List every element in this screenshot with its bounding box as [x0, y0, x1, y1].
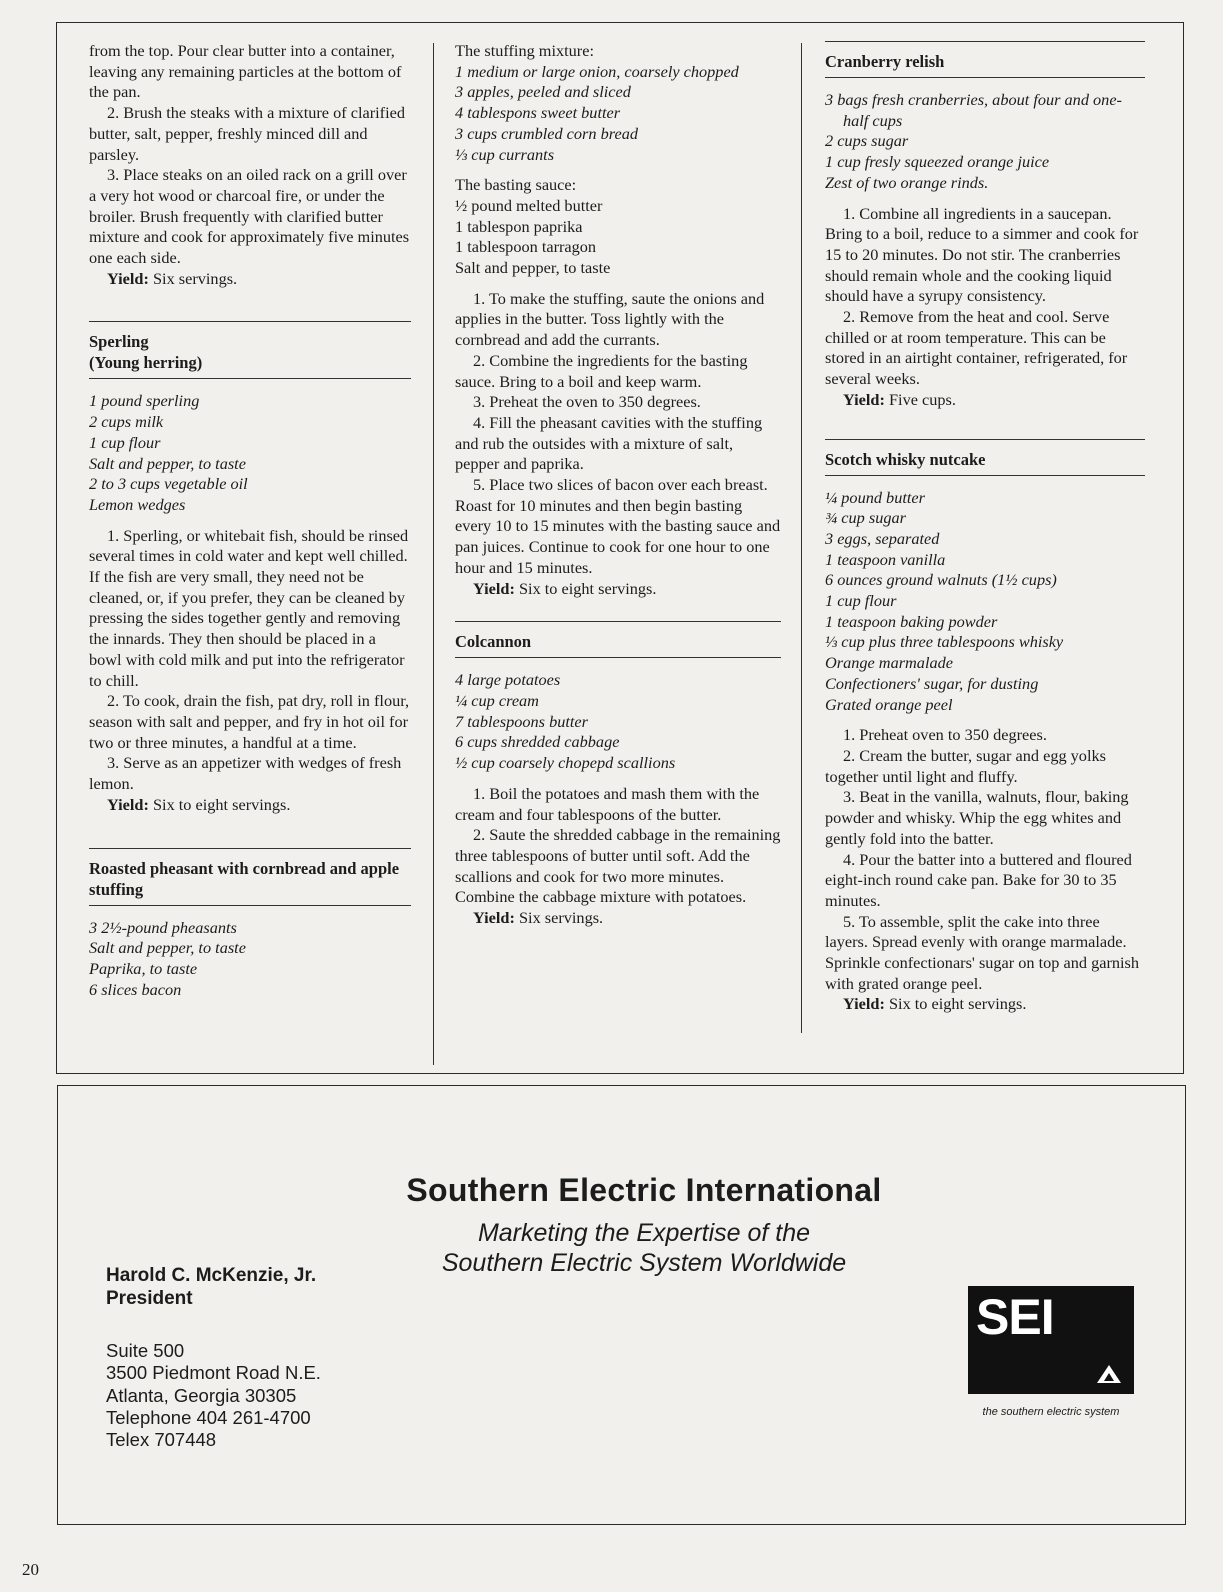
ingredient: Salt and pepper, to taste — [89, 938, 246, 958]
ingredient: Orange marmalade — [825, 653, 953, 673]
continued-text: from the top. Pour clear butter into a container, leaving any remaining particles at the bottom of the pan. — [89, 41, 402, 102]
ingredient: Confectioners' sugar, for dusting — [825, 673, 1039, 693]
step: 5. Place two slices of bacon over each breast. Roast for 10 minutes and then begin basting every 10 to 15 minutes with the basting sauce and pan juices. Continue to cook for one hour to one hour and 15 minutes. — [455, 475, 781, 577]
yield: Yield: Six to eight servings. — [843, 994, 1027, 1014]
recipe-title-sperling: Sperling (Young herring) — [89, 321, 411, 379]
address-line: Telex 707448 — [106, 1429, 217, 1451]
recipe-title-cranberry: Cranberry relish — [825, 41, 1145, 78]
page-number: 20 — [22, 1560, 39, 1579]
ingredient: 3 apples, peeled and sliced — [455, 82, 631, 102]
step: 1. Boil the potatoes and mash them with the cream and four tablespoons of the butter. — [455, 783, 760, 824]
recipe-title-colcannon: Colcannon — [455, 621, 781, 658]
yield: Yield: Six to eight servings. — [107, 794, 291, 814]
step: 2. Saute the shredded cabbage in the remaining three tablespoons of butter until soft. Add the scallions and cook for two more minutes. Combine the cabbage mixture with potatoes. — [455, 825, 781, 907]
ingredient: ⅓ cup plus three tablespoons whisky — [825, 632, 1064, 652]
ingredient: Paprika, to taste — [89, 958, 198, 978]
address-line: Telephone 404 261-4700 — [106, 1406, 311, 1428]
triangle-icon — [1096, 1364, 1122, 1384]
subheading: The stuffing mixture: — [455, 41, 594, 60]
ingredient: Salt and pepper, to taste — [455, 258, 611, 278]
recipe-title-pheasant: Roasted pheasant with cornbread and apple stuffing — [89, 848, 411, 906]
sei-logo — [968, 1286, 1134, 1394]
column-divider — [433, 43, 434, 1065]
ingredient: 4 large potatoes — [455, 670, 561, 690]
ingredient: 3 eggs, separated — [825, 528, 940, 548]
ingredient: 1 cup flour — [89, 432, 161, 452]
recipe-title-nutcake: Scotch whisky nutcake — [825, 439, 1145, 476]
step: 3. Beat in the vanilla, walnuts, flour, baking powder and whisky. Whip the egg whites and gently fold into the batter. — [825, 787, 1129, 848]
subheading: The basting sauce: — [455, 175, 577, 195]
step: 2. Remove from the heat and cool. Serve chilled or at room temperature. This can be stored in an airtight container, refrigerated, for several weeks. — [825, 307, 1128, 389]
yield: Yield: Six servings. — [473, 908, 604, 928]
ingredient: Lemon wedges — [89, 494, 186, 514]
logo-caption: the southern electric system — [982, 1406, 1120, 1418]
ingredient: 1 cup flour — [825, 591, 897, 611]
ingredient: 6 cups shredded cabbage — [455, 732, 620, 752]
company-name: Southern Electric International — [406, 1172, 882, 1208]
step: 2. Combine the ingredients for the basting sauce. Bring to a boil and keep warm. — [455, 350, 748, 391]
step: 5. To assemble, split the cake into three layers. Spread evenly with orange marmalade. Sprinkle confectionars' sugar on top and garnish with grated orange peel. — [825, 911, 1140, 993]
step: 3. Place steaks on an oiled rack on a grill over a very hot wood or charcoal fire, or under the broiler. Brush frequently with clarified butter mixture and cook for approximately five minutes one each side. — [89, 165, 410, 268]
ingredient: 1 tablespon paprika — [455, 216, 583, 236]
column-left — [89, 41, 411, 1000]
yield: Yield: Six servings. — [107, 268, 238, 288]
ingredient: 2 cups sugar — [825, 131, 909, 151]
ingredient: Zest of two orange rinds. — [825, 172, 989, 192]
address-block — [106, 1340, 321, 1451]
contact-person — [106, 1264, 316, 1310]
ingredient: Grated orange peel — [825, 694, 953, 714]
person-name: Harold C. McKenzie, Jr. — [106, 1265, 317, 1286]
step: 3. Preheat the oven to 350 degrees. — [473, 392, 701, 412]
step: 4. Fill the pheasant cavities with the stuffing and rub the outsides with a mixture of salt, pepper and paprika. — [455, 412, 763, 474]
step: 1. Sperling, or whitebait fish, should be rinsed several times in cold water and kept well chilled. If the fish are very small, they need not be cleaned, or, if you prefer, they can be cleaned by pressing the sides together gently and removing the innards. They then should be placed in a bowl with cold milk and put into the refrigerator to chill. — [89, 525, 409, 690]
tagline: Marketing the Expertise of the Southern Electric System Worldwide — [441, 1219, 847, 1277]
ingredient: ¼ cup cream — [455, 690, 539, 710]
ingredient: ⅓ cup currants — [455, 144, 555, 164]
ingredient: Salt and pepper, to taste — [89, 453, 246, 473]
address-line: 3500 Piedmont Road N.E. — [106, 1362, 321, 1384]
step: 2. To cook, drain the fish, pat dry, roll in flour, season with salt and pepper, and fry in hot oil for two or three minutes, a handful at a time. — [89, 691, 410, 752]
yield: Yield: Five cups. — [843, 389, 956, 409]
ingredient: ¼ pound butter — [825, 487, 925, 507]
ingredient: ½ pound melted butter — [455, 195, 603, 215]
ingredient: 3 2½-pound pheasants — [89, 917, 237, 937]
ingredient: ½ cup coarsely chopepd scallions — [455, 753, 676, 773]
ingredient: 3 bags fresh cranberries, about four and one-half cups — [825, 90, 1122, 130]
step: 1. To make the stuffing, saute the onions and applies in the butter. Toss lightly with the cornbread and add the currants. — [455, 288, 765, 350]
ingredient: 6 ounces ground walnuts (1½ cups) — [825, 570, 1057, 590]
ingredient: 4 tablespons sweet butter — [455, 103, 621, 123]
ingredient: ¾ cup sugar — [825, 508, 906, 528]
address-line: Suite 500 — [106, 1340, 185, 1361]
step: 4. Pour the batter into a buttered and floured eight-inch round cake pan. Bake for 30 to 35 minutes. — [825, 849, 1132, 910]
ingredient: 1 pound sperling — [89, 391, 200, 411]
ingredient: 1 teaspoon vanilla — [825, 549, 946, 569]
ingredient: 2 cups milk — [89, 412, 164, 432]
recipe-box — [56, 22, 1184, 1074]
ingredient: 1 medium or large onion, coarsely chopped — [455, 61, 739, 81]
step: 2. Brush the steaks with a mixture of clarified butter, salt, pepper, freshly minced dill and parsley. — [89, 103, 405, 164]
address-line: Atlanta, Georgia 30305 — [106, 1384, 297, 1406]
ingredient: 2 to 3 cups vegetable oil — [89, 474, 248, 494]
column-divider — [801, 43, 802, 1033]
advertisement — [57, 1085, 1186, 1525]
yield: Yield: Six to eight servings. — [473, 578, 657, 598]
step: 3. Serve as an appetizer with wedges of fresh lemon. — [89, 753, 402, 794]
person-title: President — [106, 1288, 193, 1309]
ingredient: 1 teaspoon baking powder — [825, 611, 998, 631]
ingredient: 6 slices bacon — [89, 979, 182, 999]
ingredient: 1 cup fresly squeezed orange juice — [825, 152, 1050, 172]
ingredient: 7 tablespoons butter — [455, 711, 588, 731]
step: 2. Cream the butter, sugar and egg yolks together until light and fluffy. — [825, 745, 1106, 786]
ingredient: 3 cups crumbled corn bread — [455, 123, 638, 143]
logo-text: SEI — [976, 1289, 1054, 1345]
column-right — [825, 41, 1145, 1015]
step: 1. Combine all ingredients in a saucepan. Bring to a boil, reduce to a simmer and cook for 15 to 20 minutes. Do not stir. The cranberries should remain whole and the cooking liquid should have a syrupy consistency. — [825, 203, 1139, 306]
step: 1. Preheat oven to 350 degrees. — [843, 725, 1047, 745]
column-middle — [455, 41, 781, 929]
ingredient: 1 tablespoon tarragon — [455, 237, 597, 257]
